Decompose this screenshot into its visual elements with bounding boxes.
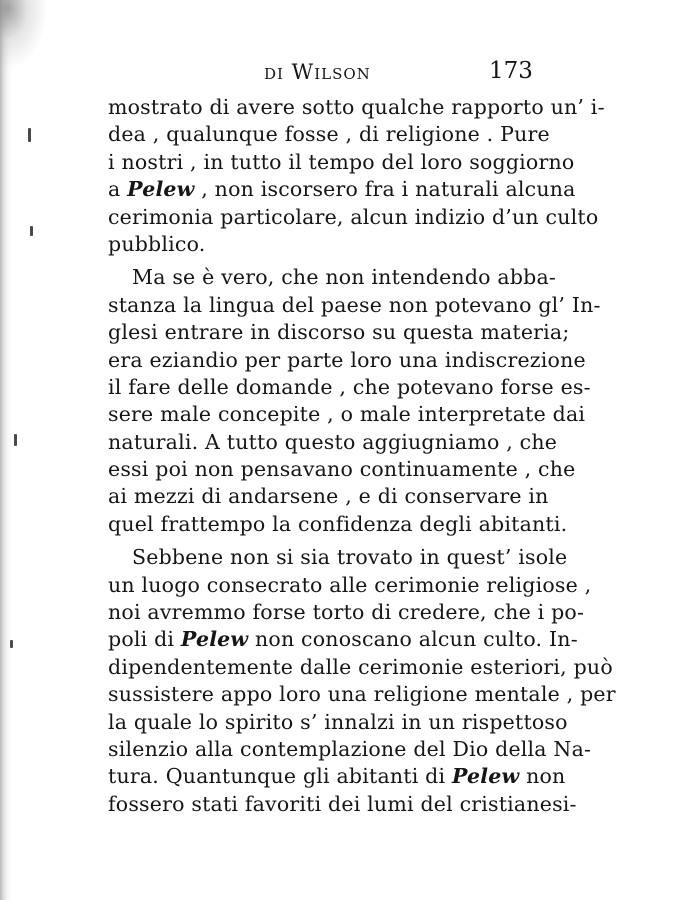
text-run: i nostri , in tutto il tempo del loro soggiorno — [108, 149, 575, 174]
text-run: non — [519, 764, 566, 789]
text-run: silenzio alla contemplazione del Dio della Na- — [108, 736, 592, 761]
text-run: glesi entrare in discorso su questa materia; — [108, 320, 570, 345]
text-run: cerimonia particolare, alcun indizio d’un culto — [108, 204, 599, 229]
running-head — [0, 58, 677, 88]
text-line — [108, 791, 577, 818]
text-run: naturali. A tutto questo aggiugniamo , che — [108, 429, 558, 454]
text-line — [108, 292, 601, 319]
text-line — [108, 429, 558, 456]
text-run: sussistere appo loro una religione mentale , per — [108, 682, 616, 707]
text-line — [108, 599, 585, 626]
text-run: stanza la lingua del paese non potevano gl’ In- — [108, 292, 601, 317]
text-run: tura. Quantunque gli abitanti di — [108, 764, 452, 789]
scan-speck — [10, 640, 13, 648]
text-line — [108, 401, 586, 428]
italic-place-name: Pelew — [451, 764, 520, 789]
text-run: sere male concepite , o male interpretate dai — [108, 402, 586, 427]
text-line — [108, 736, 592, 763]
text-line — [108, 483, 549, 510]
italic-place-name: Pelew — [127, 177, 195, 202]
running-head-title: di Wilson — [264, 60, 371, 84]
text-line — [108, 121, 550, 148]
text-run: Sebbene non si sia trovato in quest’ isole — [132, 545, 568, 570]
text-run: a — [108, 177, 128, 202]
text-run: dea , qualunque fosse , di religione . Pure — [108, 122, 550, 147]
text-run: Ma se è vero, che non intendendo abba- — [132, 265, 557, 290]
text-line — [108, 149, 575, 176]
text-line — [108, 374, 591, 401]
text-run: il fare delle domande , che potevano forse es- — [108, 374, 591, 399]
text-line — [108, 319, 570, 346]
text-line — [108, 626, 578, 653]
text-run: era eziandio per parte loro una indiscrezione — [108, 347, 586, 372]
text-line — [108, 709, 568, 736]
page-edge-shadow — [0, 0, 12, 900]
text-run: , non iscorsero fra i naturali alcuna — [194, 177, 576, 202]
scan-speck — [14, 434, 17, 446]
text-run: noi avremmo forse torto di credere, che i po- — [108, 600, 585, 625]
text-line — [108, 456, 576, 483]
text-line — [108, 763, 566, 790]
text-line — [108, 572, 592, 599]
text-line — [108, 231, 540, 258]
italic-place-name: Pelew — [180, 627, 249, 652]
text-run: fossero stati favoriti dei lumi del cristianesi- — [108, 791, 577, 816]
text-run: mostrato di avere sotto qualche rapporto un’ i- — [108, 95, 605, 119]
text-run: poli di — [108, 627, 181, 652]
text-line — [108, 347, 586, 374]
text-line — [108, 204, 599, 231]
text-run: ai mezzi di andarsene , e di conservare in — [108, 484, 549, 509]
page-number: 173 — [489, 58, 533, 84]
text-run: quel frattempo la confidenza degli abitanti. — [108, 511, 568, 536]
scan-speck — [28, 128, 31, 142]
text-line — [108, 654, 613, 681]
text-line — [108, 681, 616, 708]
text-run: pubblico. — [108, 231, 206, 256]
text-run: dipendentemente dalle cerimonie esteriori, può — [108, 654, 613, 679]
text-line — [108, 176, 576, 203]
text-line — [108, 94, 605, 121]
text-line — [108, 544, 568, 571]
scan-speck — [30, 226, 33, 236]
text-run: non conoscano alcun culto. In- — [248, 627, 578, 652]
text-run: la quale lo spirito s’ innalzi in un rispettoso — [108, 709, 568, 734]
text-line — [108, 264, 557, 291]
body-text — [108, 94, 616, 818]
text-line — [108, 511, 568, 538]
text-run: un luogo consecrato alle cerimonie religiose , — [108, 572, 592, 597]
text-run: essi poi non pensavano continuamente , che — [108, 457, 576, 482]
